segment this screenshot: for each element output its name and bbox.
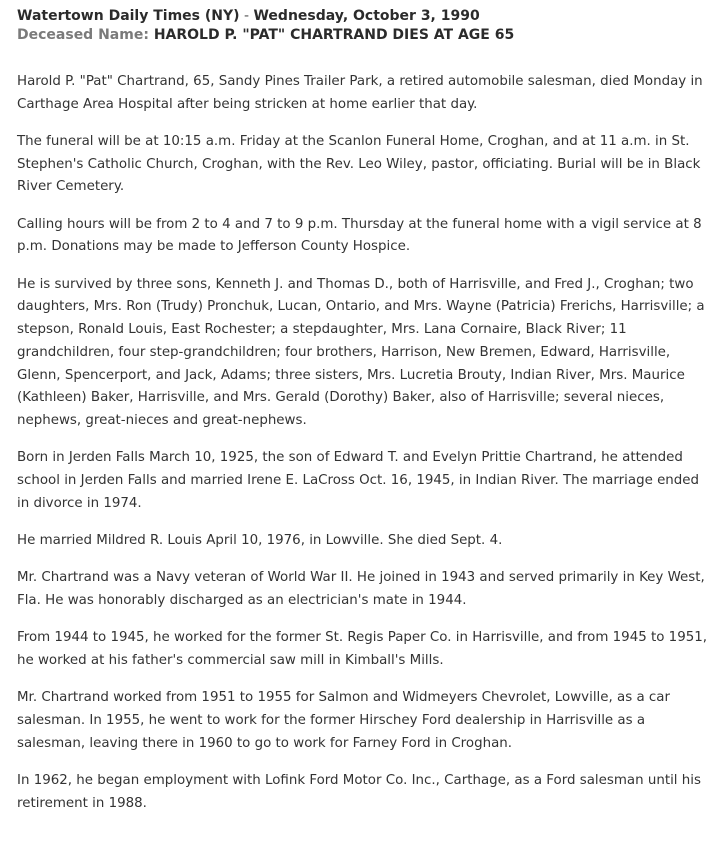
header-separator: - <box>239 8 254 24</box>
article-paragraph: Mr. Chartrand was a Navy veteran of World War II. He joined in 1943 and served primarily in Key West, Fla. He was honorably discharged as an electrician's mate in 1944. <box>17 570 705 608</box>
publication-date: Wednesday, October 3, 1990 <box>253 8 480 24</box>
article-body <box>17 71 712 815</box>
article-paragraph: Mr. Chartrand worked from 1951 to 1955 for Salmon and Widmeyers Chevrolet, Lowville, as a car salesman. In 1955, he went to work for the former Hirschey Ford dealership in Harrisville as a salesman, leaving there in 1960 to go to work for Farney Ford in Croghan. <box>17 690 670 751</box>
deceased-label: Deceased Name: <box>17 27 149 43</box>
article-paragraph: Born in Jerden Falls March 10, 1925, the son of Edward T. and Evelyn Prittie Chartrand, he attended school in Jerden Falls and married Irene E. LaCross Oct. 16, 1945, in Indian River. The marriage ended in divorce in 1974. <box>17 450 700 511</box>
article-paragraph: In 1962, he began employment with Lofink Ford Motor Co. Inc., Carthage, as a Ford salesman until his retirement in 1988. <box>17 772 701 811</box>
article-paragraph: The funeral will be at 10:15 a.m. Friday at the Scanlon Funeral Home, Croghan, and at 11 a.m. in St. Stephen's Catholic Church, Croghan, with the Rev. Leo Wiley, pastor, officiating. Burial will be in Black River Cemetery. <box>17 134 701 195</box>
article-paragraph: Harold P. "Pat" Chartrand, 65, Sandy Pines Trailer Park, a retired automobile salesman, died Monday in Carthage Area Hospital after being stricken at home earlier that day. <box>17 74 703 112</box>
article-paragraph: Calling hours will be from 2 to 4 and 7 to 9 p.m. Thursday at the funeral home with a vigil service at 8 p.m. Donations may be made to Jefferson County Hospice. <box>17 216 702 255</box>
publication-name: Watertown Daily Times (NY) <box>17 8 240 24</box>
article-paragraph: He married Mildred R. Louis April 10, 1976, in Lowville. She died Sept. 4. <box>17 532 503 548</box>
article-paragraph: He is survived by three sons, Kenneth J. and Thomas D., both of Harrisville, and Fred J., Croghan; two daughters, Mrs. Ron (Trudy) Pronchuk, Lucan, Ontario, and Mrs. Wayne (Patricia) Frerichs, Harrisville; a stepson, Ronald Louis, East Rochester; a stepdaughter, Mrs. Lana Cornaire, Black River; 11 grandchildren, four step-grandchildren; four brothers, Harrison, New Bremen, Edward, Harrisville, Glenn, Spencerport, and Jack, Adams; three sisters, Mrs. Lucretia Brouty, Indian River, Mrs. Maurice (Kathleen) Baker, Harrisville, and Mrs. Gerald (Dorothy) Baker, also of Harrisville; several nieces, nephews, great-nieces and great-nephews. <box>17 276 705 428</box>
deceased-line <box>17 26 712 45</box>
publication-line <box>17 7 712 26</box>
article-paragraph: From 1944 to 1945, he worked for the former St. Regis Paper Co. in Harrisville, and from 1945 to 1951, he worked at his father's commercial saw mill in Kimball's Mills. <box>17 630 708 668</box>
headline: HAROLD P. "PAT" CHARTRAND DIES AT AGE 65 <box>153 27 515 43</box>
